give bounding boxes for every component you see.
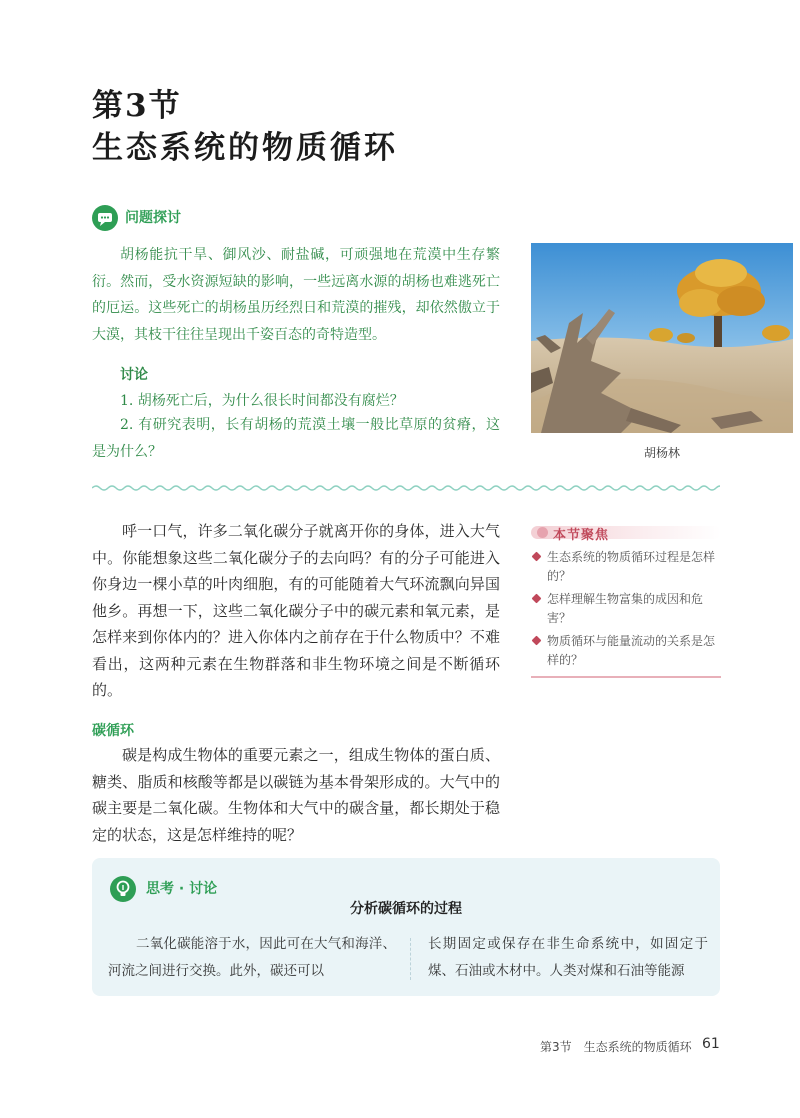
section-focus-box [531, 522, 721, 676]
body-paragraph-1: 呼一口气，许多二氧化碳分子就离开你的身体，进入大气中。你能想象这些二氧化碳分子的去向吗？有的分子可能进入你身边一棵小草的叶肉细胞，有的可能随着大气环流飘向异国他乡。再想一下，这些二氧化碳分子中的碳元素和氧元素，是怎样来到你体内的？进入你体内之前存在于什么物质中？不难看出，这两种元素在生物群落和非生物环境之间是不断循环的。 [92, 522, 500, 699]
focus-dot-icon [537, 527, 548, 538]
page-title: 生态系统的物质循环 [92, 130, 398, 166]
focus-list [531, 548, 721, 674]
populus-forest-photo [531, 243, 793, 433]
diamond-bullet-icon [532, 552, 542, 562]
focus-header [531, 522, 721, 542]
discussion-question-2: 2. 有研究表明，长有胡杨的荒漠土壤一般比草原的贫瘠，这是为什么？ [92, 417, 500, 460]
think-label: 思考 · 讨论 [146, 881, 218, 897]
focus-item [531, 548, 721, 586]
think-title: 分析碳循环的过程 [350, 901, 462, 917]
focus-item [531, 632, 721, 670]
focus-item [531, 590, 721, 628]
running-footer: 第3节 生态系统的物质循环 [540, 1040, 692, 1054]
body-paragraph-2: 碳是构成生物体的重要元素之一，组成生物体的蛋白质、糖类、脂质和核酸等都是以碳链为基本骨架形成的。大气中的碳主要是二氧化碳。生物体和大气中的碳含量，都长期处于稳定的状态，这是怎样维持的呢？ [92, 746, 500, 844]
wavy-divider [92, 482, 720, 494]
focus-item-text: 物质循环与能量流动的关系是怎样的？ [547, 634, 716, 667]
chat-bubble-icon [92, 205, 118, 231]
focus-item-text: 生态系统的物质循环过程是怎样的？ [547, 550, 716, 583]
think-text-left: 二氧化碳能溶于水，因此可在大气和海洋、河流之间进行交换。此外，碳还可以 [108, 936, 396, 979]
think-discuss-box [92, 858, 720, 996]
focus-title: 本节聚焦 [553, 528, 610, 543]
carbon-cycle-heading: 碳循环 [92, 723, 134, 739]
diamond-bullet-icon [532, 636, 542, 646]
focus-item-text: 怎样理解生物富集的成因和危害？ [547, 592, 704, 625]
column-separator [410, 938, 411, 980]
probe-label: 问题探讨 [125, 210, 181, 226]
probe-paragraph: 胡杨能抗干旱、御风沙、耐盐碱，可顽强地在荒漠中生存繁衍。然而，受水资源短缺的影响，一些远离水源的胡杨也难逃死亡的厄运。这些死亡的胡杨虽历经烈日和荒漠的摧残，却依然傲立于大漠，其枝干往往呈现出千姿百态的奇特造型。 [92, 247, 500, 343]
photo-caption: 胡杨林 [643, 446, 680, 460]
think-text-right: 长期固定或保存在非生命系统中，如固定于煤、石油或木材中。人类对煤和石油等能源 [428, 936, 708, 979]
discussion-question-1: 1. 胡杨死亡后，为什么很长时间都没有腐烂？ [120, 393, 404, 409]
section-number: 第3节 [92, 88, 182, 124]
discuss-label: 讨论 [120, 367, 148, 383]
focus-bottom-rule [531, 676, 721, 678]
diamond-bullet-icon [532, 594, 542, 604]
page-number: 61 [702, 1036, 720, 1052]
